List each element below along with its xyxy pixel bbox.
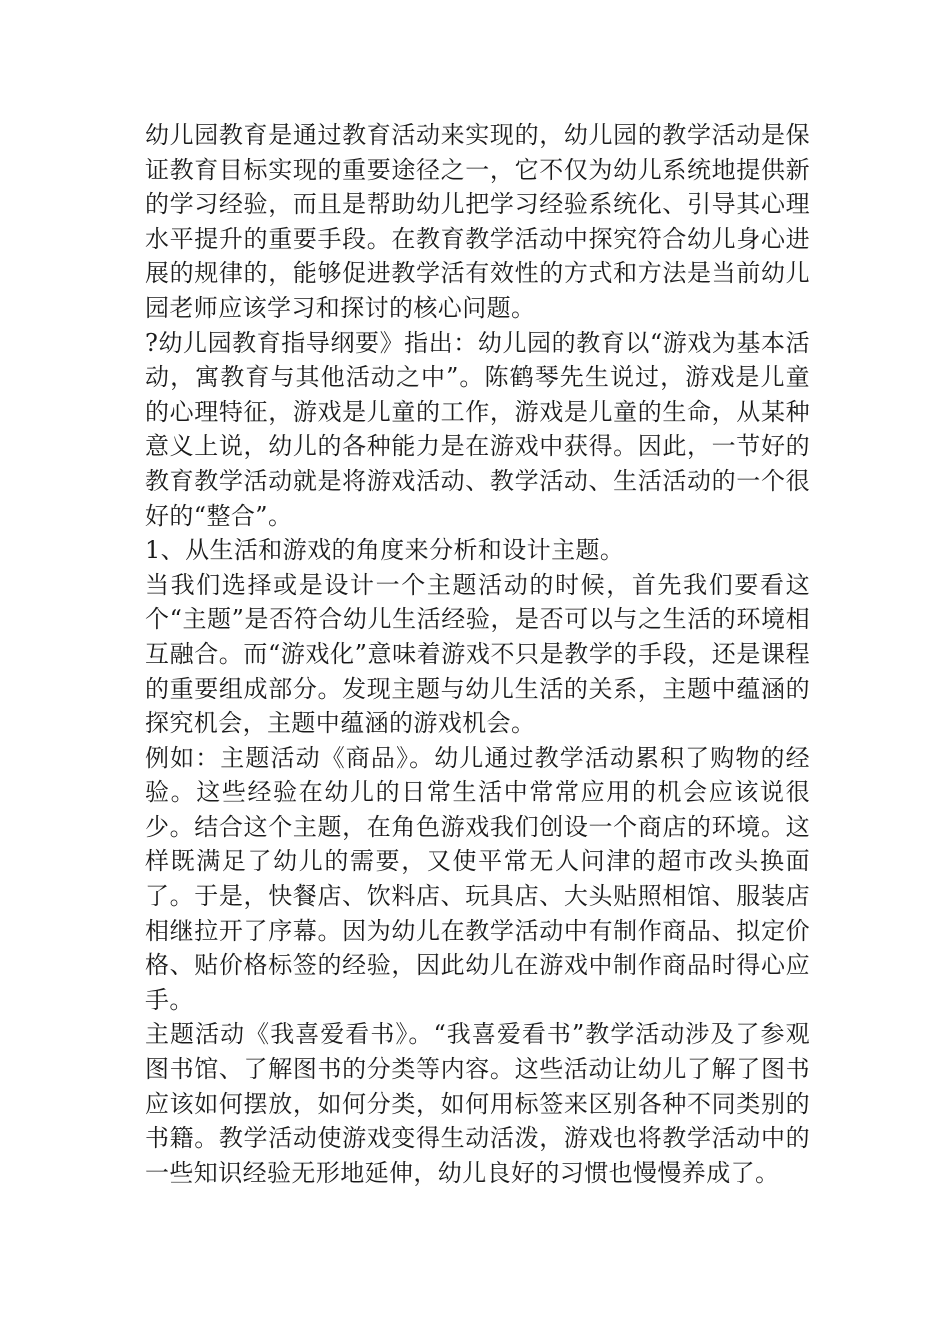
paragraph-example-goods: 例如：主题活动《商品》。幼儿通过教学活动累积了购物的经验。这些经验在幼儿的日常生活中常常应用的机会应该说很少。结合这个主题，在角色游戏我们创设一个商店的环境。这样既满足了幼儿的需要，又使平常无人问津的超市改头换面了。于是，快餐店、饮料店、玩具店、大头贴照相馆、服装店相继拉开了序幕。因为幼儿在教学活动中有制作商品、拟定价格、贴价格标签的经验，因此幼儿在游戏中制作商品时得心应手。 — [145, 743, 810, 1014]
document-body — [145, 118, 810, 1190]
paragraph-theme-selection: 当我们选择或是设计一个主题活动的时候，首先我们要看这个“主题”是否符合幼儿生活经验，是否可以与之生活的环境相互融合。而“游戏化”意味着游戏不只是教学的手段，还是课程的重要组成部分。发现主题与幼儿生活的关系，主题中蕴涵的探究机会，主题中蕴涵的游戏机会。 — [145, 570, 810, 738]
paragraph-example-books: 主题活动《我喜爱看书》。“我喜爱看书”教学活动涉及了参观图书馆、了解图书的分类等内容。这些活动让幼儿了解了图书应该如何摆放，如何分类，如何用标签来区别各种不同类别的书籍。教学活动使游戏变得生动活泼，游戏也将教学活动中的一些知识经验无形地延伸，幼儿良好的习惯也慢慢养成了。 — [145, 1020, 810, 1187]
paragraph-intro: 幼儿园教育是通过教育活动来实现的，幼儿园的教学活动是保证教育目标实现的重要途径之一，它不仅为幼儿系统地提供新的学习经验，而且是帮助幼儿把学习经验系统化、引导其心理水平提升的重要手段。在教育教学活动中探究符合幼儿身心进展的规律的，能够促进教学活有效性的方式和方法是当前幼儿园老师应该学习和探讨的核心问题。 — [145, 121, 810, 322]
paragraph-guideline: ?幼儿园教育指导纲要》指出：幼儿园的教育以“游戏为基本活动，寓教育与其他活动之中”。陈鹤琴先生说过，游戏是儿童的心理特征，游戏是儿童的工作，游戏是儿童的生命，从某种意义上说，幼儿的各种能力是在游戏中获得。因此，一节好的教育教学活动就是将游戏活动、教学活动、生活活动的一个很好的“整合”。 — [145, 328, 810, 530]
section-heading-1: 1、从生活和游戏的角度来分析和设计主题。 — [145, 536, 625, 565]
